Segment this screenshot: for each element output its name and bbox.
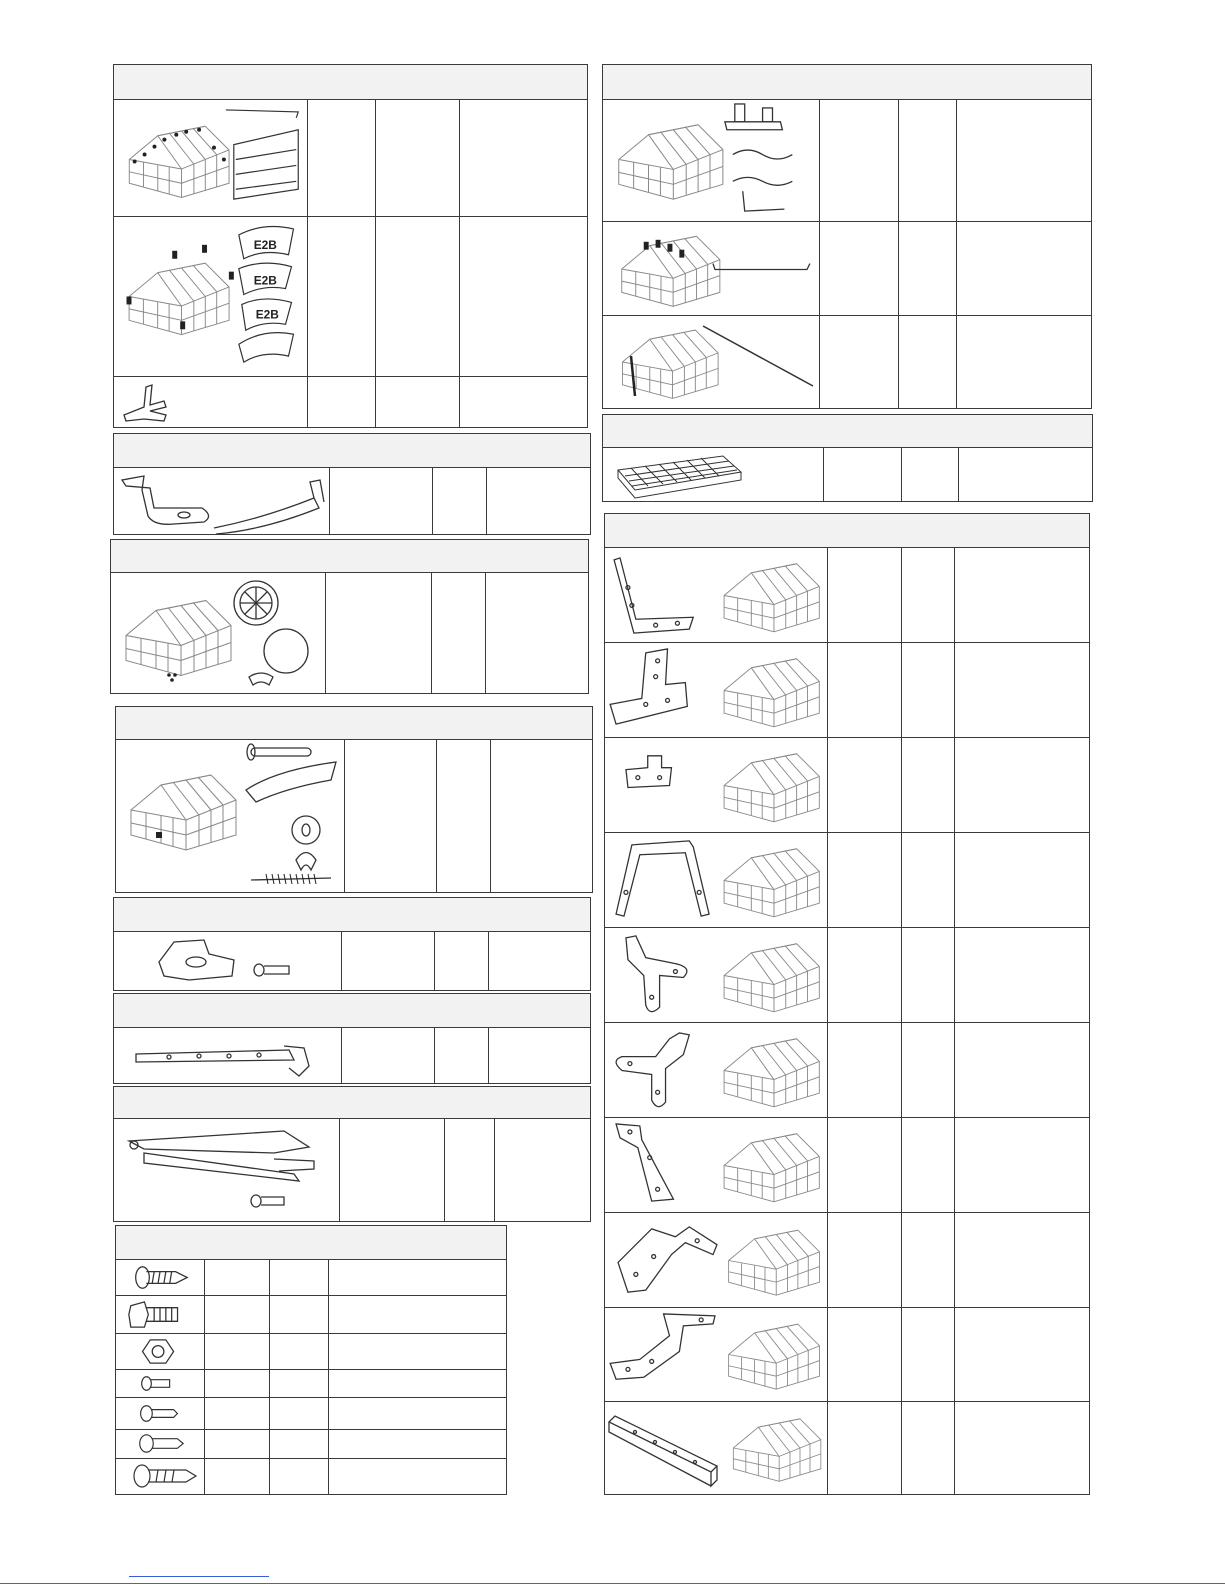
footer-link-line[interactable] — [129, 1576, 269, 1577]
table-row — [114, 1028, 590, 1083]
table-row — [605, 928, 1089, 1023]
table-row — [116, 1334, 506, 1370]
section-header — [605, 514, 1089, 548]
section-header — [114, 1087, 590, 1119]
table-row — [603, 316, 1091, 408]
hex-nut-icon — [116, 1334, 204, 1369]
table-row — [603, 222, 1091, 316]
tools-section — [602, 64, 1092, 409]
section-header — [603, 65, 1091, 100]
section-header — [114, 434, 590, 468]
glazing-clip-icon — [114, 377, 307, 427]
section-header — [114, 898, 590, 932]
table-row — [605, 738, 1089, 833]
table-row — [114, 1119, 590, 1221]
table-row — [603, 100, 1091, 222]
fasteners-section — [115, 1225, 507, 1495]
latch-section — [113, 897, 591, 991]
bracket-icon — [605, 738, 827, 832]
bracket-icon — [605, 1308, 827, 1401]
table-row — [116, 1430, 506, 1459]
bracket-icon — [605, 643, 827, 737]
screw-icon — [116, 1260, 204, 1295]
table-row — [605, 548, 1089, 643]
svg-text:E2B: E2B — [253, 237, 277, 252]
section-header — [114, 994, 590, 1028]
stay-section — [113, 993, 591, 1084]
table-row — [116, 1459, 506, 1494]
table-row — [605, 1402, 1089, 1494]
section-header — [111, 540, 588, 573]
bracket-icon — [605, 833, 827, 927]
table-row — [605, 833, 1089, 928]
hinge-icon — [605, 928, 827, 1022]
section-header — [114, 65, 587, 100]
glazing-section — [113, 64, 588, 428]
table-row — [605, 1023, 1089, 1118]
tray-section — [602, 414, 1093, 502]
hook-section — [113, 433, 591, 535]
bracket-icon — [605, 1118, 827, 1212]
window-stay-icon — [114, 1028, 341, 1083]
svg-text:E2B: E2B — [253, 273, 277, 288]
table-row — [114, 932, 590, 990]
table-row — [603, 448, 1092, 501]
round-vent-icon — [111, 573, 325, 693]
glazing-strip-icon — [226, 110, 298, 199]
auto-opener-icon — [114, 1119, 339, 1221]
spring-icon — [116, 740, 344, 892]
footer-rule — [0, 1583, 1225, 1584]
table-row — [116, 1296, 506, 1334]
corner-cap-icon — [114, 217, 307, 376]
table-row — [114, 217, 587, 377]
screw-icon — [116, 1459, 204, 1494]
table-row — [114, 377, 587, 427]
bracket-icon — [114, 468, 329, 534]
table-row — [605, 643, 1089, 738]
table-row — [605, 1308, 1089, 1402]
table-row — [114, 100, 587, 217]
square-tube-icon — [605, 1402, 827, 1494]
table-row — [114, 468, 590, 534]
seed-tray-icon — [603, 448, 823, 501]
table-row — [116, 1370, 506, 1398]
bolt-icon — [116, 1296, 204, 1333]
table-row — [605, 1213, 1089, 1308]
screw-icon — [116, 1398, 204, 1429]
section-header — [116, 1226, 506, 1260]
brackets-section — [604, 513, 1090, 1495]
tools-icon — [603, 100, 819, 221]
greenhouse-wireframe-icon — [114, 100, 307, 216]
table-row — [116, 740, 592, 892]
hinge-icon — [605, 1023, 827, 1117]
bracket-icon — [605, 1213, 827, 1307]
svg-text:E2B: E2B — [255, 307, 279, 322]
table-row — [111, 573, 588, 693]
table-row — [116, 1398, 506, 1430]
rod-icon — [603, 222, 819, 315]
vent-section — [110, 539, 589, 694]
screw-icon — [116, 1430, 204, 1458]
rod-icon — [603, 316, 819, 408]
table-row — [605, 1118, 1089, 1213]
door-section — [115, 706, 593, 893]
latch-icon — [114, 932, 341, 990]
screw-icon — [116, 1370, 204, 1397]
opener-section — [113, 1086, 591, 1222]
section-header — [116, 707, 592, 740]
bracket-icon — [605, 548, 827, 642]
section-header — [603, 415, 1092, 448]
table-row — [116, 1260, 506, 1296]
